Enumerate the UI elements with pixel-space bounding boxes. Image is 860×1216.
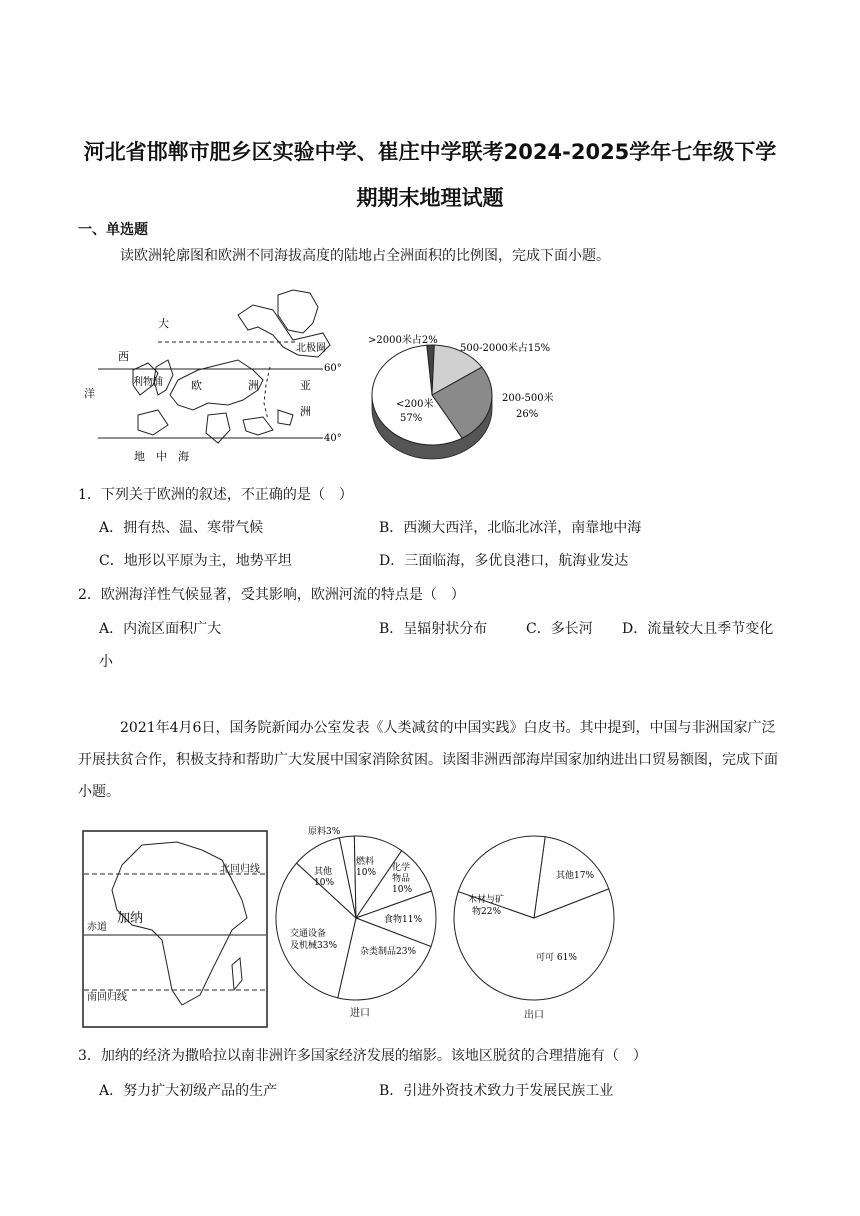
map-label-yang: 洋	[84, 387, 95, 400]
import-label-transport-1: 交通设备	[290, 929, 327, 939]
export-pie-chart	[448, 820, 620, 1020]
map-label-xi: 西	[118, 350, 129, 363]
map-label-liwupu: 利物浦	[133, 377, 163, 388]
map2-label-tropic-n: 北回归线	[220, 864, 260, 875]
map2-label-ghana: 加纳	[117, 911, 144, 926]
pie1-label-lt200-pct: 57%	[400, 413, 423, 424]
pie1-label-lt200: <200米	[396, 399, 434, 410]
import-pie-chart	[272, 820, 444, 1020]
q1-option-b: B．西濒大西洋，北临北冰洋，南靠地中海	[379, 520, 642, 536]
import-label-misc: 杂类制品23%	[360, 947, 417, 957]
import-label-chem-2: 物品	[392, 874, 411, 884]
q2-option-d: D．流量较大且季节变化	[622, 621, 774, 637]
pie1-label-500-2000: 500-2000米占15%	[460, 343, 551, 354]
map2-label-tropic-s: 南回归线	[87, 992, 127, 1003]
import-label-other-pct: 10%	[314, 878, 335, 888]
import-label-raw: 原料3%	[308, 827, 341, 837]
import-caption: 进口	[350, 1008, 370, 1019]
import-label-food: 食物11%	[384, 915, 423, 925]
export-caption: 出口	[524, 1010, 544, 1020]
pie1-label-200-500-pct: 26%	[516, 409, 539, 420]
q2-option-a: A．内流区面积广大	[99, 621, 222, 637]
q2-option-b: B．呈辐射状分布	[379, 621, 488, 637]
q1-option-c: C．地形以平原为主，地势平坦	[99, 553, 292, 569]
import-label-transport-2: 及机械33%	[290, 941, 338, 951]
import-label-fuel: 燃料	[356, 857, 375, 867]
map-label-lat60: 60°	[324, 363, 342, 374]
q1-option-d: D．三面临海，多优良港口，航海业发达	[379, 553, 629, 569]
export-label-cocoa: 可可 61%	[536, 953, 577, 963]
europe-map	[78, 285, 348, 465]
export-label-wood: 木材与矿	[468, 895, 505, 905]
map2-label-equator: 赤道	[87, 922, 107, 933]
q2-stem: 2．欧洲海洋性气候显著，受其影响，欧洲河流的特点是（ ）	[78, 587, 465, 603]
map-label-zhou1: 洲	[248, 379, 259, 392]
map-label-da: 大	[158, 317, 169, 330]
altitude-pie-chart	[358, 325, 568, 465]
q3-stem: 3．加纳的经济为撒哈拉以南非洲许多国家经济发展的缩影。该地区脱贫的合理措施有（ ）	[78, 1048, 647, 1064]
intro-2: 2021年4月6日，国务院新闻办公室发表《人类减贫的中国实践》白皮书。其中提到，中国与非洲国家广泛开展扶贫合作，积极支持和帮助广大发展中国家消除贫困。读图非洲西部海岸国家加纳进出口贸易额图，完成下面小题。	[78, 720, 778, 800]
q1-option-a: A．拥有热、温、寒带气候	[99, 520, 264, 536]
map-label-ou: 欧	[191, 379, 202, 392]
import-label-other: 其他	[314, 867, 333, 877]
import-label-chem-1: 化学	[392, 863, 411, 873]
map-label-ya: 亚	[300, 379, 311, 392]
q1-stem: 1．下列关于欧洲的叙述，不正确的是（ ）	[78, 487, 353, 503]
import-label-chem-pct: 10%	[392, 885, 413, 895]
pie1-label-200-500: 200-500米	[502, 393, 554, 404]
export-label-other: 其他17%	[556, 871, 595, 881]
q2-option-d-cont: 小	[99, 654, 113, 670]
section-heading: 一、单选题	[78, 222, 148, 238]
map-label-zhou2: 洲	[300, 405, 311, 418]
title-line-1: 河北省邯郸市肥乡区实验中学、崔庄中学联考2024-2025学年七年级下学	[83, 140, 777, 164]
q3-option-a: A．努力扩大初级产品的生产	[99, 1083, 278, 1099]
map-label-arctic-circle: 北极圈	[296, 343, 326, 354]
export-label-wood-pct: 物22%	[472, 907, 502, 917]
africa-map	[82, 830, 268, 1028]
q3-option-b: B．引进外资技术致力于发展民族工业	[379, 1083, 614, 1099]
intro-1: 读欧洲轮廓图和欧洲不同海拔高度的陆地占全洲面积的比例图，完成下面小题。	[120, 248, 610, 264]
title-line-2: 期期末地理试题	[356, 186, 504, 210]
map-label-dizhonghai: 地 中 海	[134, 450, 189, 463]
pie1-label-gt2000: >2000米占2%	[368, 335, 438, 346]
q2-option-c: C．多长河	[526, 621, 593, 637]
map-label-lat40: 40°	[324, 433, 342, 444]
import-label-fuel-pct: 10%	[356, 868, 377, 878]
